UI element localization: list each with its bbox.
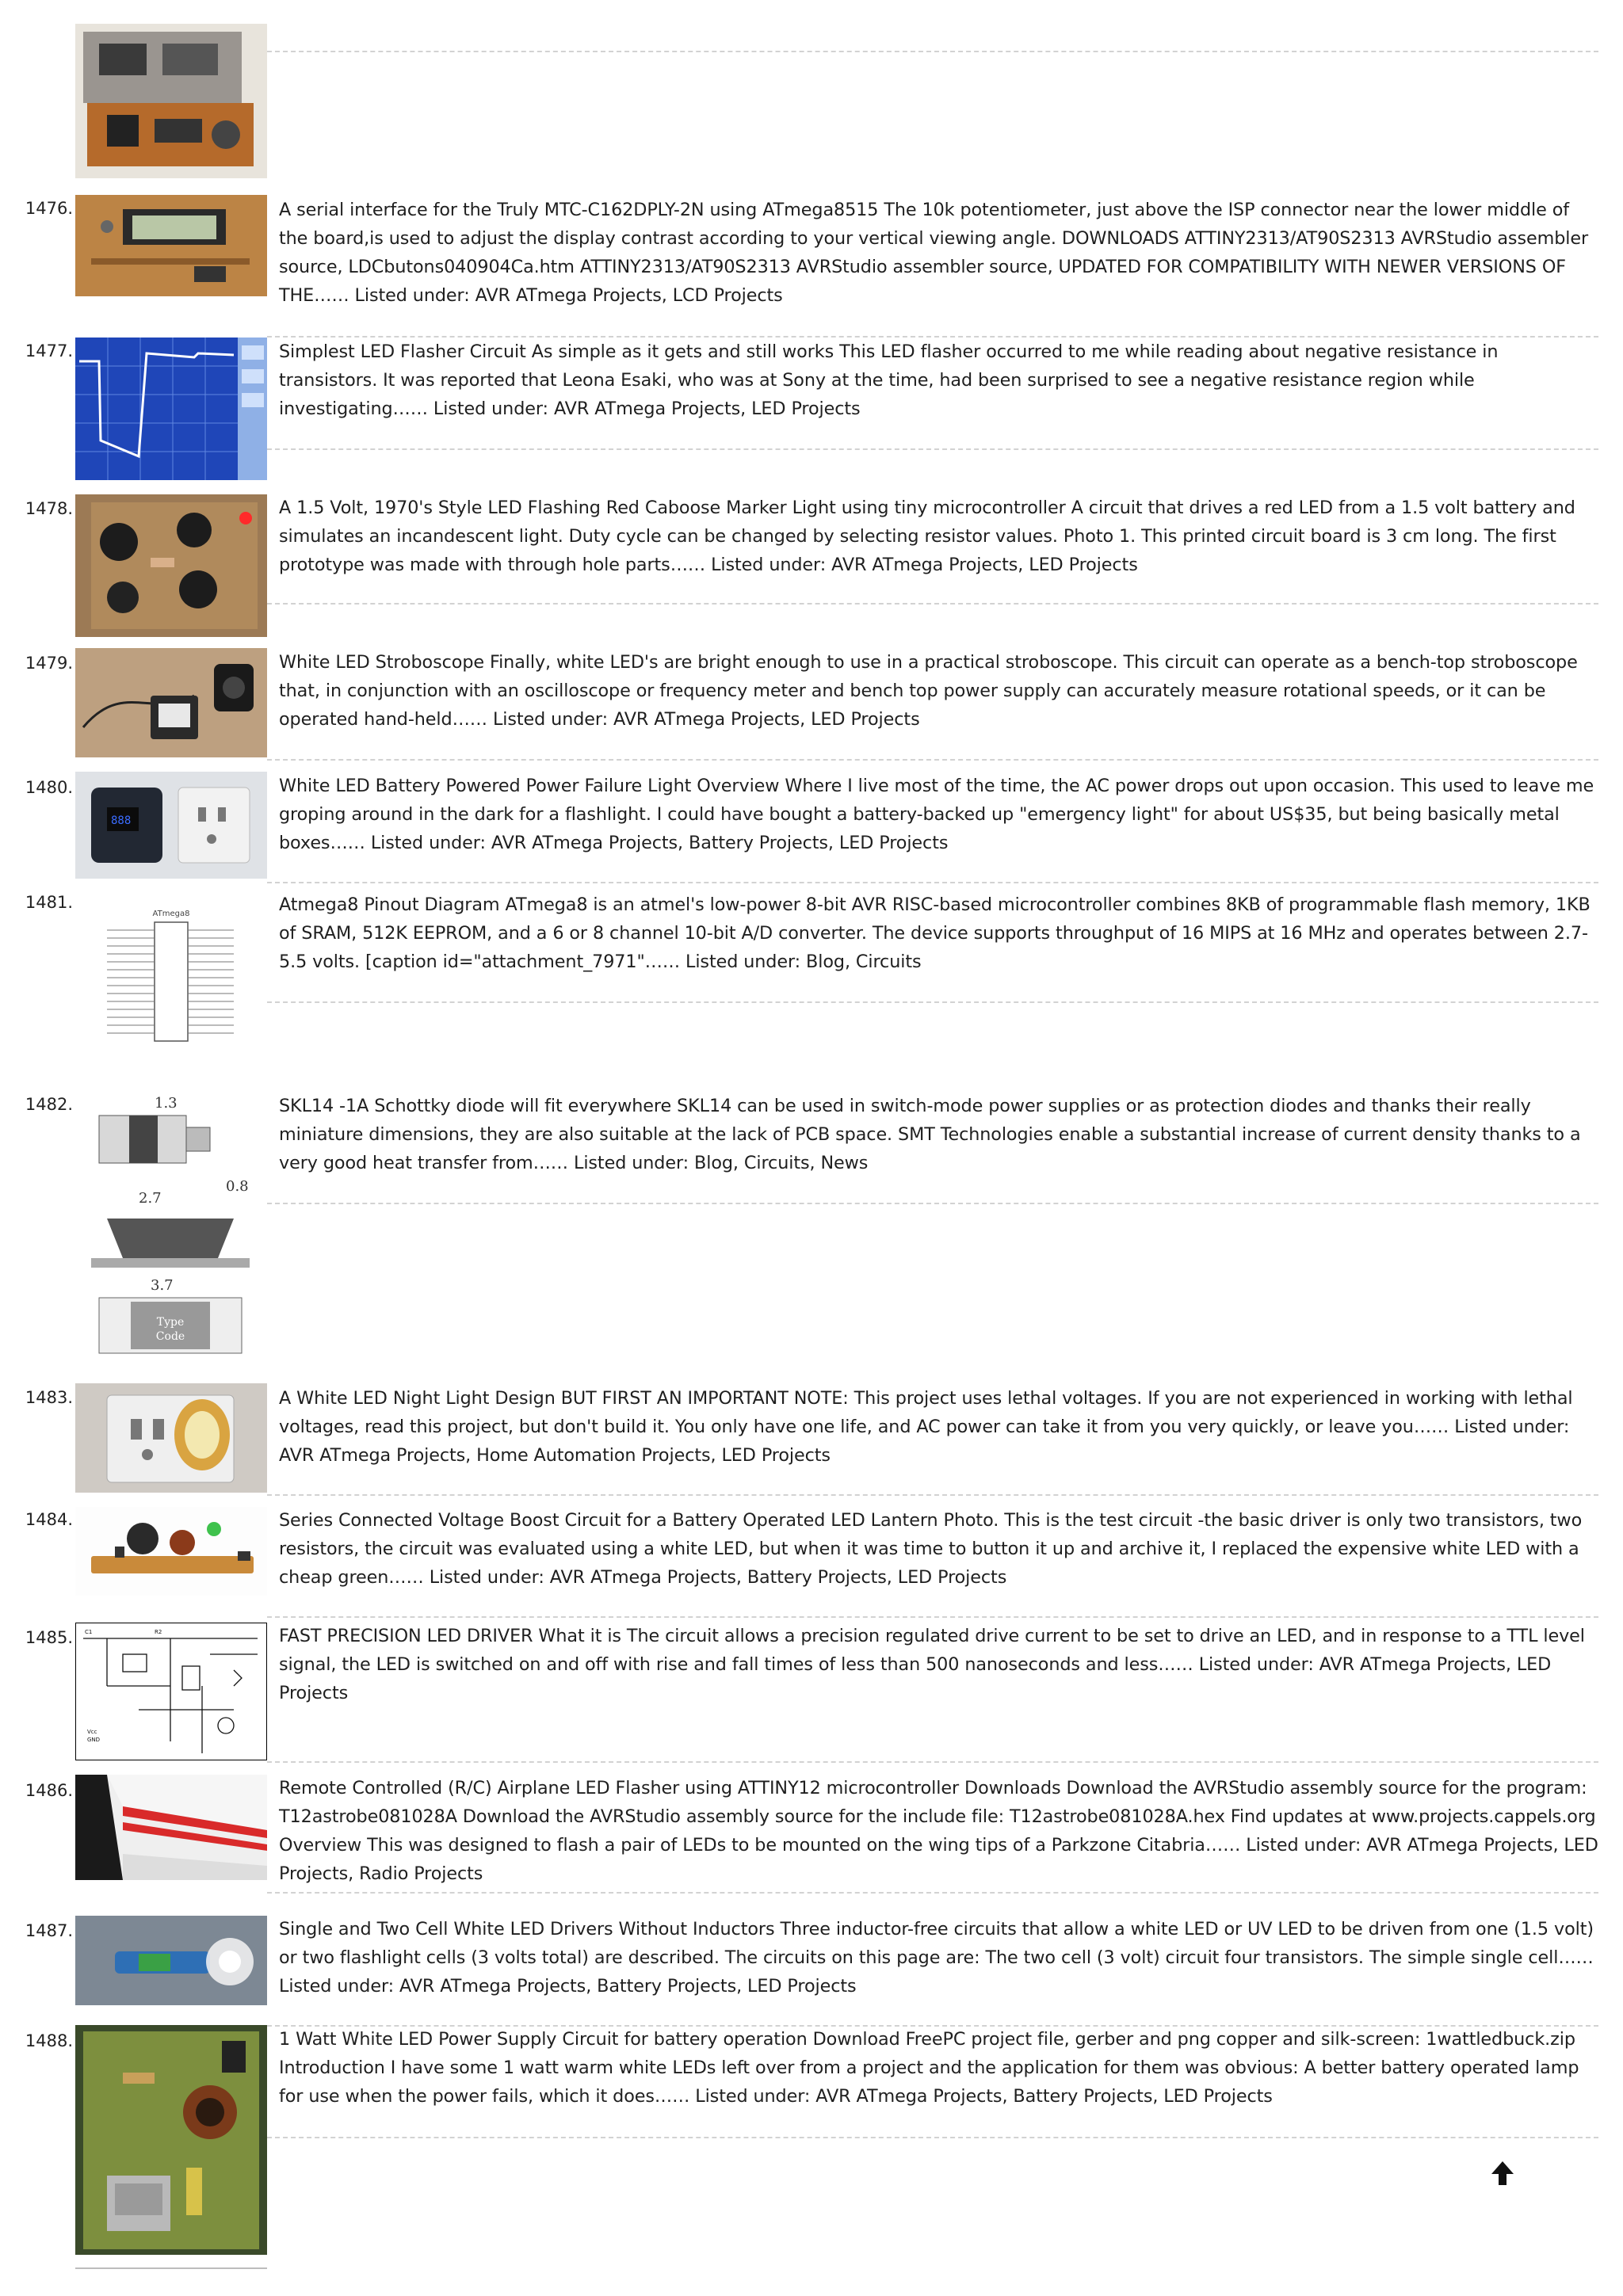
project-thumbnail[interactable]: [75, 1916, 267, 2005]
svg-text:3.7: 3.7: [151, 1277, 174, 1294]
svg-text:1.3: 1.3: [155, 1095, 178, 1112]
item-description: Single and Two Cell White LED Drivers Without Inductors Three inductor-free circuits that allow a white LED or UV LED to be driven from one (1.5 volt) or two flashlight cells (3 volts total) are described. The circuits on this page are: The two cell (3 volt) circuit four transistors. The simple single cell…… Listed under: AVR ATmega Projects, Battery Projects, LED Projects: [279, 1919, 1594, 1997]
separator: [267, 1203, 1598, 1204]
item-number: 1488.: [25, 2031, 73, 2050]
project-thumbnail[interactable]: [75, 1507, 267, 1596]
item-description: White LED Stroboscope Finally, white LED's are bright enough to use in a practical stroboscope. This circuit can operate as a bench-top stroboscope that, in conjunction with an oscilloscope or frequency meter and bench top power supply can accurately measure rotational speeds, or it can be operated hand-held…… Listed under: AVR ATmega Projects, LED Projects: [279, 652, 1578, 730]
arrow-up-icon: [1488, 2158, 1517, 2190]
separator: [267, 603, 1598, 605]
svg-text:0.8: 0.8: [226, 1178, 249, 1195]
project-thumbnail[interactable]: [75, 772, 267, 879]
svg-text:Type: Type: [156, 1316, 185, 1329]
project-thumbnail[interactable]: [75, 24, 267, 178]
item-description: Atmega8 Pinout Diagram ATmega8 is an atmel's low-power 8-bit AVR RISC-based microcontroller combines 8KB of programmable flash memory, 1KB of SRAM, 512K EEPROM, and a 6 or 8 channel 10-bit A/D converter. The device supports throughput of 16 MIPS at 16 MHz and operates between 2.7-5.5 volts. [caption id="attachment_7971"…… Listed under: Blog, Circuits: [279, 894, 1591, 972]
item-number: 1484.: [25, 1510, 73, 1529]
item-number: 1477.: [25, 341, 73, 360]
svg-text:2.7: 2.7: [139, 1190, 162, 1207]
project-thumbnail[interactable]: [75, 1623, 267, 1760]
item-description: Remote Controlled (R/C) Airplane LED Flasher using ATTINY12 microcontroller Downloads Download the AVRStudio assembly source for the program: T12astrobe081028A Download the AVRStudio assembly source for the include file: T12astrobe081028A.hex Find updates at www.projects.cappels.org Overview This was designed to flash a pair of LEDs to be mounted on the wing tips of a Parkzone Citabria…… Listed under: AVR ATmega Projects, LED Projects, Radio Projects: [279, 1778, 1598, 1884]
separator: [75, 2267, 267, 2269]
project-thumbnail[interactable]: [75, 892, 267, 1047]
item-number: 1486.: [25, 1781, 73, 1800]
separator: [267, 1761, 1598, 1763]
svg-text:888: 888: [111, 814, 132, 827]
separator: [267, 1892, 1598, 1894]
item-description: White LED Battery Powered Power Failure Light Overview Where I live most of the time, the AC power drops out upon occasion. This used to leave me groping around in the dark for a flashlight. I could have bought a battery-backed up "emergency light" for about US$35, but being basically metal boxes…… Listed under: AVR ATmega Projects, Battery Projects, LED Projects: [279, 776, 1594, 853]
svg-text:ATmega8: ATmega8: [152, 910, 190, 918]
item-number: 1483.: [25, 1388, 73, 1407]
separator: [267, 759, 1598, 761]
item-number: 1485.: [25, 1628, 73, 1647]
item-description: A serial interface for the Truly MTC-C162DPLY-2N using ATmega8515 The 10k potentiometer, just above the ISP connector near the lower middle of the board,is used to adjust the display contrast according to your vertical viewing angle. DOWNLOADS ATTINY2313/AT90S2313 AVRStudio assembler source, LDCbutons040904Ca.htm ATTINY2313/AT90S2313 AVRStudio assembler source, UPDATED FOR COMPATIBILITY WITH NEWER VERSIONS OF THE…… Listed under: AVR ATmega Projects, LCD Projects: [279, 200, 1589, 306]
svg-text:Code: Code: [155, 1330, 185, 1343]
project-thumbnail[interactable]: [75, 2025, 267, 2255]
item-number: 1478.: [25, 499, 73, 518]
project-thumbnail[interactable]: [75, 195, 267, 296]
item-number: 1481.: [25, 893, 73, 912]
item-description: FAST PRECISION LED DRIVER What it is The circuit allows a precision regulated drive current to be set to drive an LED, and in response to a TTL level signal, the LED is switched on and off with rise and fall times of less than 500 nanoseconds and less…… Listed under: AVR ATmega Projects, LED Projects: [279, 1626, 1585, 1703]
svg-text:R2: R2: [155, 1629, 162, 1635]
item-description: A 1.5 Volt, 1970's Style LED Flashing Red Caboose Marker Light using tiny microcontroller A circuit that drives a red LED from a 1.5 volt battery and simulates an incandescent light. Duty cycle can be changed by selecting resistor values. Photo 1. This printed circuit board is 3 cm long. The first prototype was made with through hole parts…… Listed under: AVR ATmega Projects, LED Projects: [279, 498, 1575, 575]
separator: [267, 1616, 1598, 1618]
item-description: 1 Watt White LED Power Supply Circuit for battery operation Download FreePC project file, gerber and png copper and silk-screen: 1wattledbuck.zip Introduction I have some 1 watt warm white LEDs left over from a project and the application for them was obvious: A better battery operated lamp for use when the power fails, which it does…… Listed under: AVR ATmega Projects, Battery Projects, LED Projects: [279, 2029, 1579, 2107]
back-to-top-button[interactable]: [1488, 2158, 1517, 2190]
item-description: A White LED Night Light Design BUT FIRST AN IMPORTANT NOTE: This project uses lethal voltages. If you are not experienced in working with lethal voltages, read this project, but don't build it. You only have one life, and AC power can take it from you very quickly, or leave you…… Listed under: AVR ATmega Projects, Home Automation Projects, LED Projects: [279, 1388, 1573, 1466]
project-thumbnail[interactable]: [75, 1092, 267, 1363]
separator: [267, 448, 1598, 450]
separator: [267, 51, 1598, 52]
project-thumbnail[interactable]: [75, 648, 267, 757]
item-number: 1487.: [25, 1921, 73, 1940]
project-thumbnail[interactable]: [75, 338, 267, 480]
item-description: Series Connected Voltage Boost Circuit for a Battery Operated LED Lantern Photo. This is the test circuit -the basic driver is only two transistors, two resistors, the circuit was evaluated using a white LED, but when it was time to button it up and archive it, I replaced the expensive white LED with a cheap green…… Listed under: AVR ATmega Projects, Battery Projects, LED Projects: [279, 1510, 1583, 1588]
item-number: 1479.: [25, 654, 73, 673]
separator: [267, 1001, 1598, 1003]
svg-text:GND: GND: [87, 1737, 101, 1743]
svg-text:C1: C1: [85, 1629, 93, 1635]
project-thumbnail[interactable]: [75, 494, 267, 637]
project-thumbnail[interactable]: [75, 1383, 267, 1493]
separator: [267, 1494, 1598, 1496]
separator: [267, 2137, 1598, 2138]
item-number: 1482.: [25, 1095, 73, 1114]
svg-text:Vcc: Vcc: [87, 1729, 97, 1735]
separator: [267, 882, 1598, 883]
item-number: 1480.: [25, 778, 73, 797]
item-description: Simplest LED Flasher Circuit As simple as it gets and still works This LED flasher occurred to me while reading about negative resistance in transistors. It was reported that Leona Esaki, who was at Sony at the time, had been surprised to see a negative resistance region while investigating…… Listed under: AVR ATmega Projects, LED Projects: [279, 341, 1499, 419]
project-thumbnail[interactable]: [75, 1775, 267, 1880]
item-description: SKL14 -1A Schottky diode will fit everywhere SKL14 can be used in switch-mode power supplies or as protection diodes and thanks their really miniature dimensions, they are also suitable at the lack of PCB space. SMT Technologies enable a substantial increase of current density thanks to a very good heat transfer from…… Listed under: Blog, Circuits, News: [279, 1096, 1581, 1173]
item-number: 1476.: [25, 199, 73, 218]
